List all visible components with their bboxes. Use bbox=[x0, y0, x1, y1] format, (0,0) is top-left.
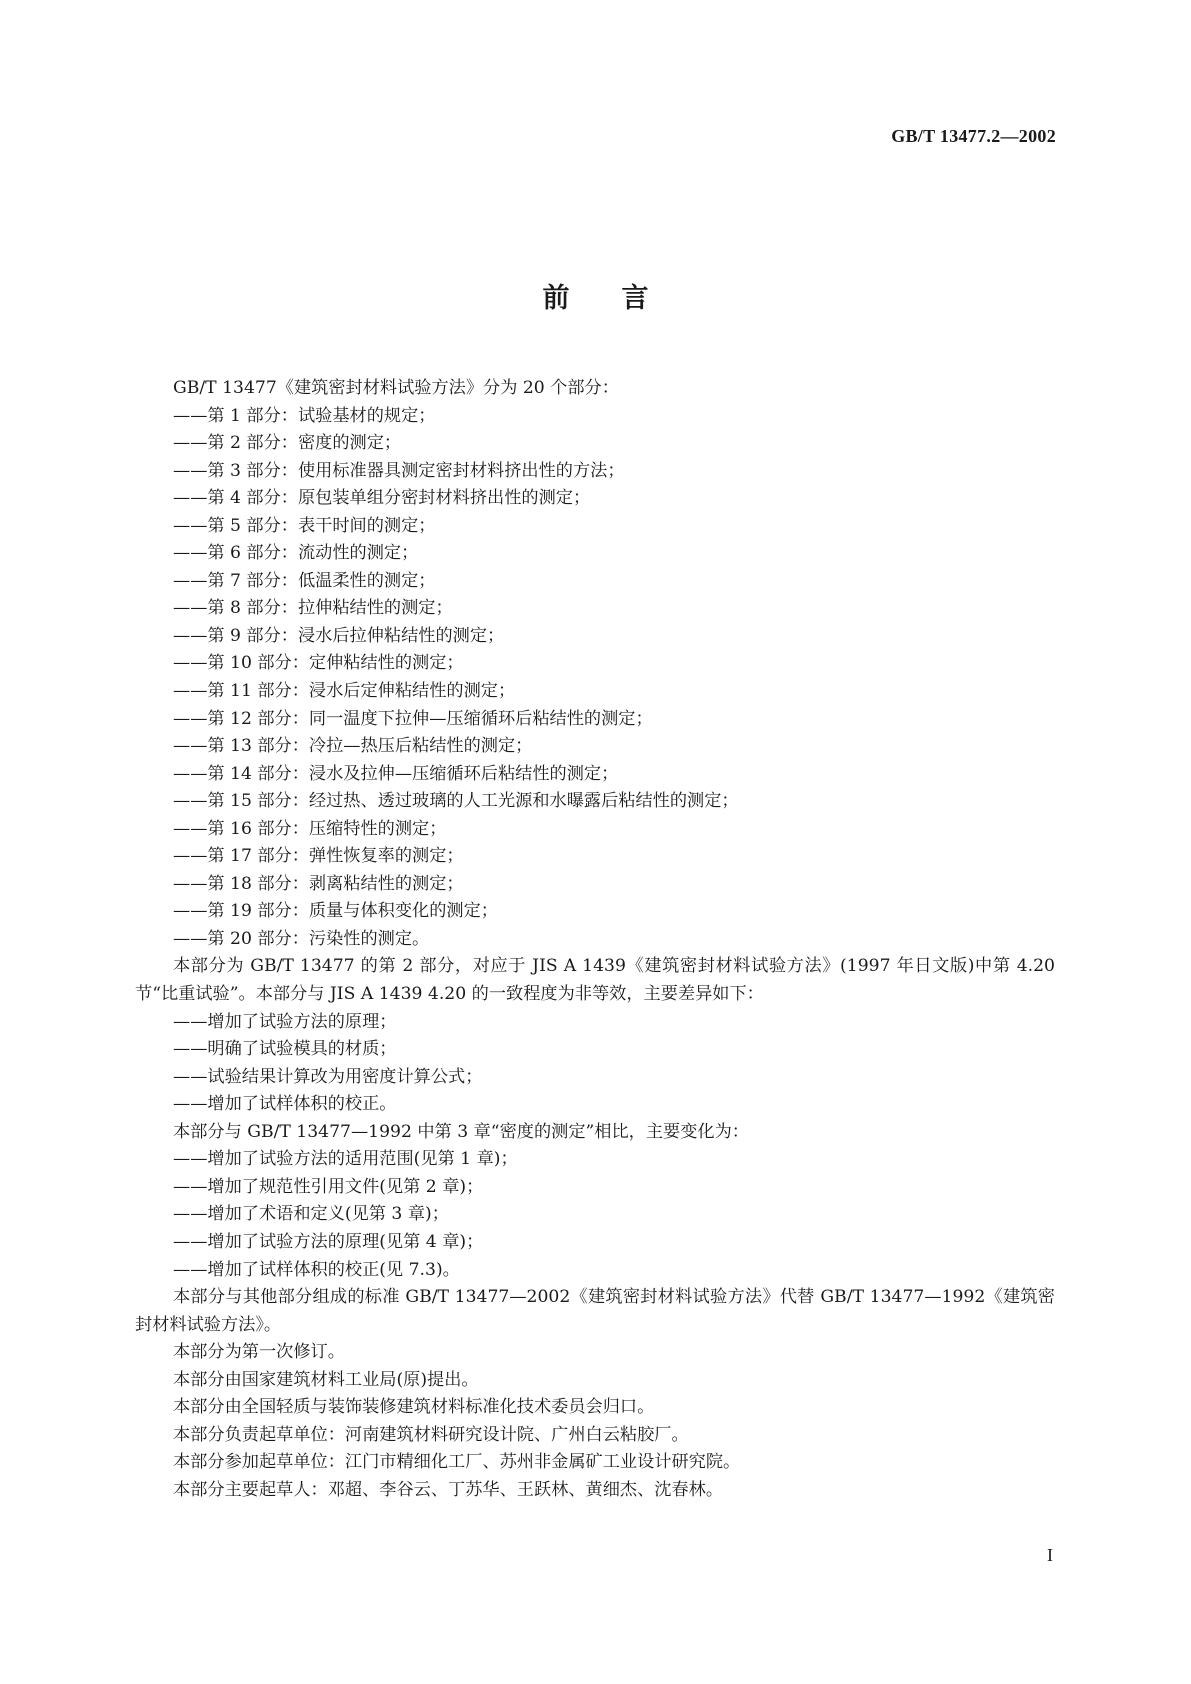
foreword-body bbox=[135, 375, 1055, 1504]
list-item-part-12: ——第 12 部分：同一温度下拉伸—压缩循环后粘结性的测定； bbox=[173, 708, 653, 729]
list-item-part-8: ——第 8 部分：拉伸粘结性的测定； bbox=[173, 598, 453, 619]
list-item-difference: ——增加了试验方法的原理； bbox=[173, 1011, 397, 1032]
paragraph-intro: GB/T 13477《建筑密封材料试验方法》分为 20 个部分： bbox=[173, 378, 619, 398]
list-item-part-9: ——第 9 部分：浸水后拉伸粘结性的测定； bbox=[173, 625, 505, 646]
paragraph-replacement: 本部分与其他部分组成的标准 GB/T 13477—2002《建筑密封材料试验方法》代替 GB/T 13477—1992《建筑密封材料试验方法》。 bbox=[135, 1287, 1055, 1335]
paragraph-drafters: 本部分主要起草人：邓超、李谷云、丁苏华、王跃林、黄细杰、沈春林。 bbox=[173, 1479, 724, 1500]
list-item-difference: ——明确了试验模具的材质； bbox=[173, 1039, 397, 1060]
standard-number: GB/T 13477.2—2002 bbox=[891, 126, 1056, 146]
list-item-part-16: ——第 16 部分：压缩特性的测定； bbox=[173, 818, 447, 839]
list-item-difference: ——增加了试样体积的校正。 bbox=[173, 1094, 397, 1115]
list-item-difference: ——试验结果计算改为用密度计算公式； bbox=[173, 1066, 483, 1087]
list-item-part-3: ——第 3 部分：使用标准器具测定密封材料挤出性的方法； bbox=[173, 460, 625, 481]
list-item-part-13: ——第 13 部分：冷拉—热压后粘结性的测定； bbox=[173, 736, 533, 757]
page-title: 前言 bbox=[542, 283, 701, 314]
list-item-change: ——增加了试验方法的适用范围(见第 1 章)； bbox=[173, 1149, 518, 1170]
list-item-change: ——增加了试验方法的原理(见第 4 章)； bbox=[173, 1231, 484, 1252]
list-item-part-7: ——第 7 部分：低温柔性的测定； bbox=[173, 570, 436, 591]
list-item-change: ——增加了术语和定义(见第 3 章)； bbox=[173, 1204, 449, 1225]
list-item-part-19: ——第 19 部分：质量与体积变化的测定； bbox=[173, 901, 498, 922]
list-item-part-6: ——第 6 部分：流动性的测定； bbox=[173, 543, 419, 564]
paragraph-revision: 本部分为第一次修订。 bbox=[173, 1342, 345, 1363]
list-item-change: ——增加了规范性引用文件(见第 2 章)； bbox=[173, 1176, 484, 1197]
list-item-part-14: ——第 14 部分：浸水及拉伸—压缩循环后粘结性的测定； bbox=[173, 763, 619, 784]
list-item-part-5: ——第 5 部分：表干时间的测定； bbox=[173, 515, 436, 536]
list-item-part-11: ——第 11 部分：浸水后定伸粘结性的测定； bbox=[173, 681, 516, 702]
paragraph-proposer: 本部分由国家建筑材料工业局(原)提出。 bbox=[173, 1369, 479, 1390]
paragraph-correspondence: 本部分为 GB/T 13477 的第 2 部分，对应于 JIS A 1439《建筑密封材料试验方法》(1997 年日文版)中第 4.20 节“比重试验”。本部分与 JIS A 1439 4.20 的一致程度为非等效，主要差异如下： bbox=[135, 956, 1055, 1005]
paragraph-drafting-unit: 本部分负责起草单位：河南建筑材料研究设计院、广州白云粘胶厂。 bbox=[173, 1424, 689, 1445]
list-item-change: ——增加了试样体积的校正(见 7.3)。 bbox=[173, 1259, 460, 1280]
list-item-part-2: ——第 2 部分：密度的测定； bbox=[173, 433, 402, 454]
list-item-part-17: ——第 17 部分：弹性恢复率的测定； bbox=[173, 846, 464, 867]
paragraph-committee: 本部分由全国轻质与装饰装修建筑材料标准化技术委员会归口。 bbox=[173, 1397, 655, 1418]
list-item-part-4: ——第 4 部分：原包装单组分密封材料挤出性的测定； bbox=[173, 488, 591, 509]
list-item-part-1: ——第 1 部分：试验基材的规定； bbox=[173, 405, 436, 426]
paragraph-changes: 本部分与 GB/T 13477—1992 中第 3 章“密度的测定”相比，主要变化为： bbox=[173, 1121, 749, 1142]
page-number: I bbox=[1047, 1545, 1053, 1565]
paragraph-participating-unit: 本部分参加起草单位：江门市精细化工厂、苏州非金属矿工业设计研究院。 bbox=[173, 1452, 741, 1473]
list-item-part-10: ——第 10 部分：定伸粘结性的测定； bbox=[173, 653, 464, 674]
list-item-part-15: ——第 15 部分：经过热、透过玻璃的人工光源和水曝露后粘结性的测定； bbox=[173, 791, 739, 812]
list-item-part-20: ——第 20 部分：污染性的测定。 bbox=[173, 928, 430, 949]
list-item-part-18: ——第 18 部分：剥离粘结性的测定； bbox=[173, 873, 464, 894]
